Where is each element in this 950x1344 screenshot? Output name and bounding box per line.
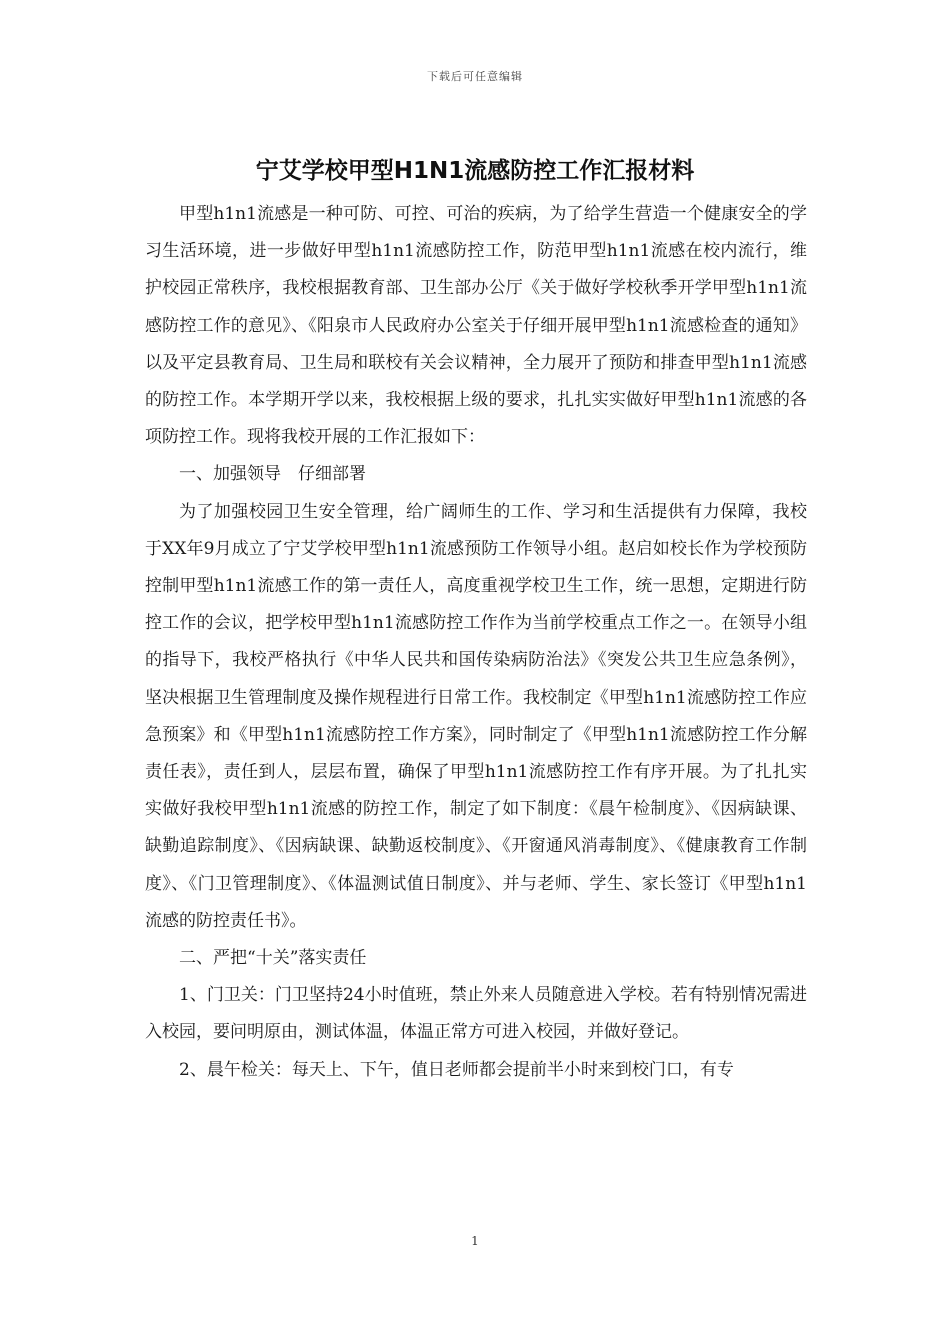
paragraph-item-1: 1、门卫关：门卫坚持24小时值班，禁止外来人员随意进入学校。若有特别情况需进入校园，要问明原由，测试体温，体温正常方可进入校园，并做好登记。 [145,985,807,1043]
page-number: 1 [471,1234,479,1248]
header-note: 下载后可任意编辑 [427,70,523,83]
document-body [145,196,807,1089]
document-title: 宁艾学校甲型H1N1流感防控工作汇报材料 [255,158,695,184]
section-heading-2: 二、严把“十关”落实责任 [179,948,367,969]
section-heading-1: 一、加强领导 仔细部署 [179,464,366,485]
paragraph-intro: 甲型h1n1流感是一种可防、可控、可治的疾病，为了给学生营造一个健康安全的学习生活环境，进一步做好甲型h1n1流感防控工作，防范甲型h1n1流感在校内流行，维护校园正常秩序，我校根据教育部、卫生部办公厅《关于做好学校秋季开学甲型h1n1流感防控工作的意见》、《阳泉市人民政府办公室关于仔细开展甲型h1n1流感检查的通知》以及平定县教育局、卫生局和联校有关会议精神，全力展开了预防和排查甲型h1n1流感的防控工作。本学期开学以来，我校根据上级的要求，扎扎实实做好甲型h1n1流感的各项防控工作。现将我校开展的工作汇报如下： [145,204,807,448]
paragraph-item-2: 2、晨午检关：每天上、下午，值日老师都会提前半小时来到校门口，有专 [179,1059,734,1080]
paragraph-section-1: 为了加强校园卫生安全管理，给广阔师生的工作、学习和生活提供有力保障，我校于XX年9月成立了宁艾学校甲型h1n1流感预防工作领导小组。赵启如校长作为学校预防控制甲型h1n1流感工作的第一责任人，高度重视学校卫生工作，统一思想，定期进行防控工作的会议，把学校甲型h1n1流感防控工作作为当前学校重点工作之一。在领导小组的指导下，我校严格执行《中华人民共和国传染病防治法》《突发公共卫生应急条例》，坚决根据卫生管理制度及操作规程进行日常工作。我校制定《甲型h1n1流感防控工作应急预案》和《甲型h1n1流感防控工作方案》，同时制定了《甲型h1n1流感防控工作分解责任表》，责任到人，层层布置，确保了甲型h1n1流感防控工作有序开展。为了扎扎实实做好我校甲型h1n1流感的防控工作，制定了如下制度：《晨午检制度》、《因病缺课、缺勤追踪制度》、《因病缺课、缺勤返校制度》、《开窗通风消毒制度》、《健康教育工作制度》、《门卫管理制度》、《体温测试值日制度》、并与老师、学生、家长签订《甲型h1n1流感的防控责任书》。 [145,501,807,931]
